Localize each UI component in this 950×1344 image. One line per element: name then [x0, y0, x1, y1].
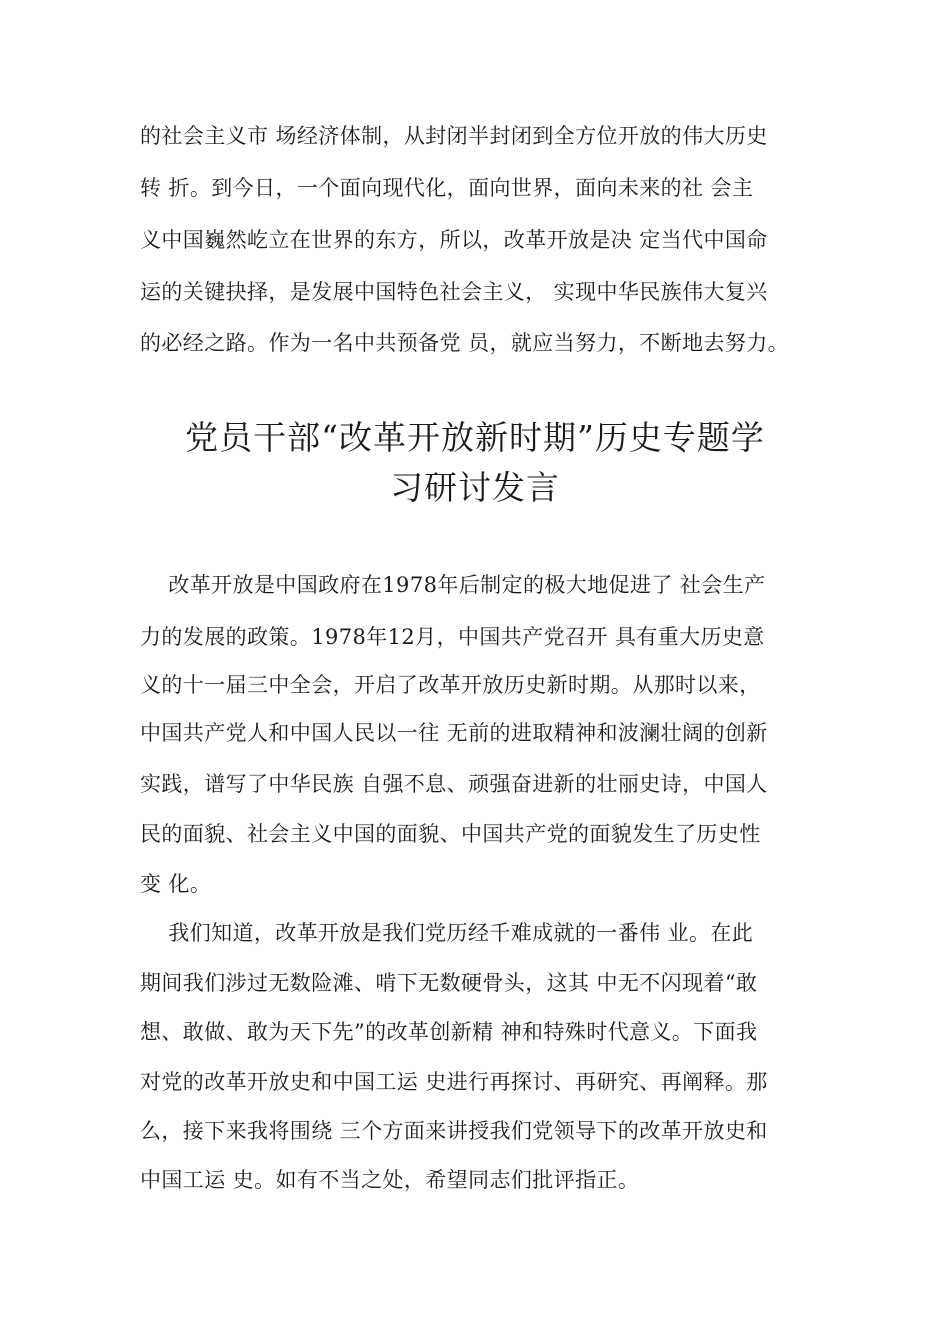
- text-line: 义的十一届三中全会，开启了改革开放历史新时期。从那时以来，: [140, 673, 761, 697]
- text-line: 力的发展的政策。1978年12月，中国共产党召开 具有重大历史意: [140, 625, 765, 649]
- text-line: 中国共产党人和中国人民以一往 无前的进取精神和波澜壮阔的创新: [140, 721, 768, 745]
- text-line: 运的关键抉择，是发展中国特色社会主义， 实现中华民族伟大复兴: [140, 280, 768, 304]
- text-line: 我们知道，改革开放是我们党历经千难成就的一番伟 业。在此: [140, 921, 754, 945]
- text-line: 实践，谱写了中华民族 自强不息、顽强奋进新的壮丽史诗，中国人: [140, 772, 768, 796]
- text-line: 转 折。到今日，一个面向现代化，面向世界，面向未来的社 会主: [140, 176, 754, 200]
- title-line: 党员干部“改革开放新时期”历史专题学: [185, 418, 765, 457]
- text-line: 民的面貌、社会主义中国的面貌、中国共产党的面貌发生了历史性: [140, 822, 761, 846]
- text-line: 改革开放是中国政府在1978年后制定的极大地促进了 社会生产: [140, 573, 766, 597]
- text-line: 中国工运 史。如有不当之处，希望同志们批评指正。: [140, 1168, 640, 1192]
- text-line: 的社会主义市 场经济体制，从封闭半封闭到全方位开放的伟大历史: [140, 124, 768, 148]
- text-line: 变 化。: [140, 872, 212, 896]
- text-line: 想、敢做、敢为天下先”的改革创新精 神和特殊时代意义。下面我: [140, 1020, 758, 1044]
- text-line: 义中国巍然屹立在世界的东方，所以，改革开放是决 定当代中国命: [140, 228, 768, 252]
- title-line: 习研讨发言: [390, 468, 560, 507]
- text-line: 的必经之路。作为一名中共预备党 员，就应当努力，不断地去努力。: [140, 331, 790, 355]
- text-line: 么，接下来我将围绕 三个方面来讲授我们党领导下的改革开放史和: [140, 1119, 768, 1143]
- text-line: 期间我们涉过无数险滩、啃下无数硬骨头，这其 中无不闪现着“敢: [140, 971, 758, 995]
- text-line: 对党的改革开放史和中国工运 史进行再探讨、再研究、再阐释。那: [140, 1070, 768, 1094]
